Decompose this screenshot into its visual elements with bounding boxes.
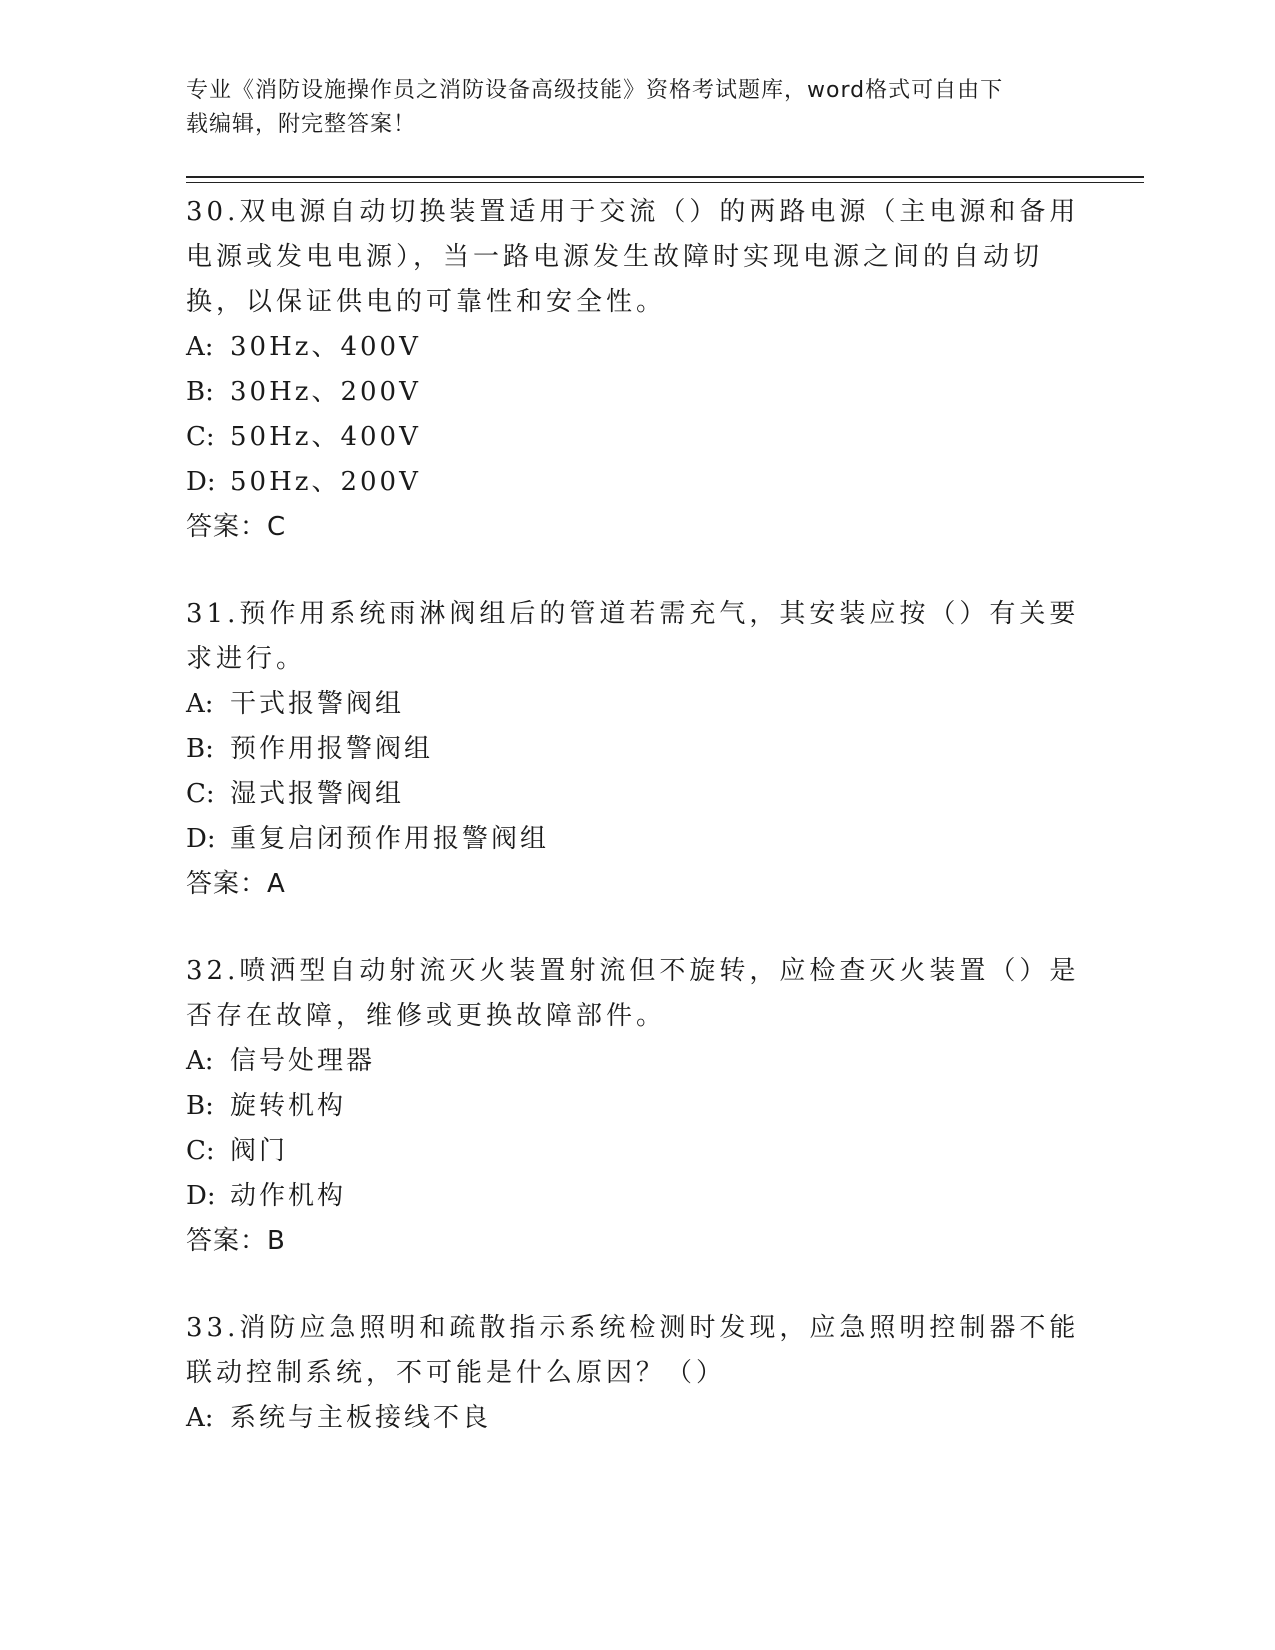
question-list — [186, 190, 1086, 1441]
option-text: 50Hz、400V — [230, 422, 421, 452]
option-text: 动作机构 — [230, 1181, 347, 1211]
question-spacer — [186, 1264, 1086, 1306]
question-stem: 32.喷洒型自动射流灭火装置射流但不旋转，应检查灭火装置（）是否存在故障，维修或更换故障部件。 — [186, 956, 1080, 1031]
option-key: A: — [186, 1046, 214, 1076]
option-text: 30Hz、400V — [230, 332, 421, 362]
option-c — [186, 772, 1086, 817]
question-31 — [186, 592, 1086, 907]
option-b — [186, 1084, 1086, 1129]
question-32 — [186, 949, 1086, 1264]
option-key: D: — [186, 1181, 216, 1211]
option-text: 阀门 — [230, 1136, 289, 1166]
option-key: A: — [186, 332, 214, 362]
question-30 — [186, 190, 1086, 550]
option-a — [186, 325, 1086, 370]
option-d — [186, 460, 1086, 505]
answer-line: 答案：B — [186, 1226, 286, 1256]
option-text: 信号处理器 — [230, 1046, 376, 1076]
option-a — [186, 1396, 1086, 1441]
answer-line: 答案：A — [186, 869, 286, 899]
question-stem: 30.双电源自动切换装置适用于交流（）的两路电源（主电源和备用电源或发电电源），当一路电源发生故障时实现电源之间的自动切换，以保证供电的可靠性和安全性。 — [186, 197, 1080, 317]
option-key: B: — [186, 1091, 214, 1121]
option-key: A: — [186, 689, 214, 719]
option-a — [186, 682, 1086, 727]
option-text: 旋转机构 — [230, 1091, 347, 1121]
header-divider-thick — [186, 176, 1144, 178]
option-key: C: — [186, 779, 215, 809]
option-b — [186, 727, 1086, 772]
question-spacer — [186, 907, 1086, 949]
option-key: B: — [186, 377, 214, 407]
header-line-1: 专业《消防设施操作员之消防设备高级技能》资格考试题库，word格式可自由下 — [186, 78, 1004, 103]
option-key: D: — [186, 467, 216, 497]
question-33 — [186, 1306, 1086, 1441]
document-header — [186, 74, 1066, 142]
option-text: 湿式报警阀组 — [230, 779, 405, 809]
option-text: 干式报警阀组 — [230, 689, 405, 719]
option-key: D: — [186, 824, 216, 854]
option-d — [186, 817, 1086, 862]
option-b — [186, 370, 1086, 415]
question-stem: 33.消防应急照明和疏散指示系统检测时发现，应急照明控制器不能联动控制系统，不可能是什么原因？（） — [186, 1313, 1080, 1388]
answer-line: 答案：C — [186, 512, 287, 542]
option-d — [186, 1174, 1086, 1219]
option-key: C: — [186, 422, 215, 452]
option-key: C: — [186, 1136, 215, 1166]
option-text: 重复启闭预作用报警阀组 — [230, 824, 550, 854]
option-text: 预作用报警阀组 — [230, 734, 434, 764]
option-a — [186, 1039, 1086, 1084]
option-text: 50Hz、200V — [230, 467, 421, 497]
question-spacer — [186, 550, 1086, 592]
option-text: 30Hz、200V — [230, 377, 421, 407]
header-divider-thin — [186, 182, 1144, 183]
option-key: B: — [186, 734, 214, 764]
question-stem: 31.预作用系统雨淋阀组后的管道若需充气，其安装应按（）有关要求进行。 — [186, 599, 1080, 674]
option-key: A: — [186, 1403, 214, 1433]
option-text: 系统与主板接线不良 — [230, 1403, 492, 1433]
header-line-2: 载编辑，附完整答案！ — [186, 112, 417, 137]
option-c — [186, 415, 1086, 460]
option-c — [186, 1129, 1086, 1174]
